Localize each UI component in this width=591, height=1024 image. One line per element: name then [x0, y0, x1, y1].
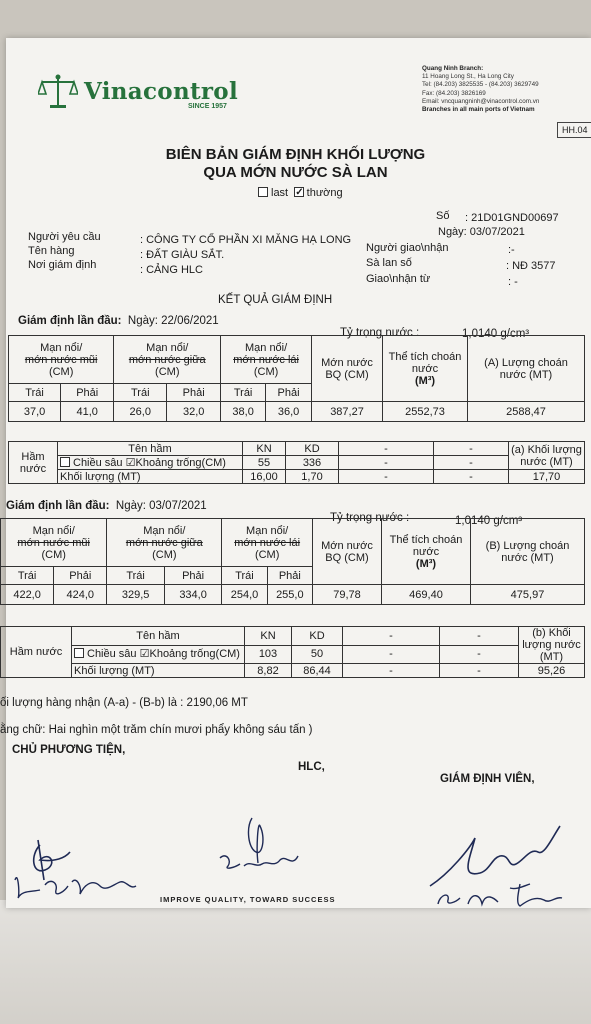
- survey2-density-label: Tỷ trọng nước :: [330, 512, 410, 524]
- goods-value: : ĐẤT GIÀU SẮT.: [140, 249, 225, 261]
- barge-value: : NĐ 3577: [506, 260, 556, 272]
- survey2-stern-header: Mạn nổi/ mớn nước lái (CM): [222, 519, 313, 567]
- survey2-label: Giám định lần đầu:: [6, 500, 110, 512]
- hold-name-header: Tên hầm: [58, 442, 243, 456]
- survey1-stern-left: 38,0: [221, 402, 266, 422]
- hlc-heading: HLC,: [298, 761, 325, 773]
- survey2-vol: 469,40: [382, 585, 471, 605]
- survey2-density-value: 1,0140 g/cm³: [455, 515, 523, 527]
- survey1-mid-right: 32,0: [167, 402, 221, 422]
- phai-label: Phải: [266, 384, 312, 402]
- survey1-mean-header: Mớn nước BQ (CM): [312, 336, 383, 402]
- survey2-bow-header: Mạn nổi/ mớn nước mũi (CM): [1, 519, 107, 567]
- place-value: : CẢNG HLC: [140, 264, 203, 276]
- survey1-stern-header: Mạn nổi/ mớn nước lái (CM): [221, 336, 312, 384]
- survey2-hold-result-label: (b) Khối lượng nước (MT): [519, 627, 585, 664]
- depth-checkbox: [60, 457, 70, 467]
- branch-note: Branches in all main ports of Vietnam: [422, 106, 535, 114]
- table-surface: [0, 900, 591, 1024]
- doc-title-line1: BIÊN BẢN GIÁM ĐỊNH KHỐI LƯỢNG: [165, 146, 426, 163]
- dash-cell: -: [440, 664, 519, 678]
- branch-title: Quang Ninh Branch:: [422, 65, 484, 72]
- dash-cell: -: [339, 470, 434, 484]
- phai-label: Phải: [167, 384, 221, 402]
- result-title: KẾT QUẢ GIÁM ĐỊNH: [218, 294, 333, 306]
- survey1-hold-result-label: (a) Khối lượng nước (MT): [509, 442, 585, 470]
- phai-label: Phải: [267, 567, 312, 585]
- from-label: Giao\nhận từ: [366, 273, 431, 285]
- kn-header: KN: [243, 442, 286, 456]
- survey1-kd-cm: 336: [286, 456, 339, 470]
- since-label: SINCE 1957: [188, 103, 227, 110]
- requester-value: : CÔNG TY CỔ PHẦN XI MĂNG HẠ LONG: [140, 234, 352, 246]
- doc-title-line2: QUA MỚN NƯỚC SÀ LAN: [203, 164, 388, 181]
- survey2-mid-header: Mạn nổi/ mớn nước giữa (CM): [107, 519, 222, 567]
- weight-label: Khối lượng (MT): [72, 664, 245, 678]
- inspector-heading: GIÁM ĐỊNH VIÊN,: [440, 773, 535, 785]
- trai-label: Trái: [221, 384, 266, 402]
- owner-heading: CHỦ PHƯƠNG TIỆN,: [12, 744, 126, 756]
- survey2-mean: 79,78: [313, 585, 382, 605]
- survey2-stern-left: 254,0: [222, 585, 267, 605]
- goods-label: Tên hàng: [28, 245, 75, 257]
- option-normal-label: thường: [306, 187, 343, 199]
- survey2-date: Ngày: 03/07/2021: [115, 500, 207, 512]
- so-label: Số: [436, 210, 450, 222]
- survey2-draft-table: [0, 518, 585, 605]
- doc-date: Ngày: 03/07/2021: [438, 226, 525, 238]
- survey1-draft-table: [8, 335, 585, 422]
- requester-label: Người yêu cầu: [28, 231, 101, 243]
- deliver-label: Người giao\nhận: [366, 242, 449, 254]
- branch-info: [422, 65, 539, 114]
- place-label: Nơi giám định: [28, 259, 97, 271]
- survey2-heading: [6, 500, 207, 512]
- survey1-vol: 2552,73: [383, 402, 468, 422]
- barge-label: Sà lan số: [366, 257, 412, 269]
- trai-label: Trái: [1, 567, 54, 585]
- depth-space-row: Chiều sâu ☑Khoảng trống(CM): [58, 456, 243, 470]
- dash-cell: -: [434, 456, 509, 470]
- survey1-density-label: Tỷ trọng nước :: [340, 327, 420, 339]
- checkmark-icon: ☑: [139, 648, 150, 661]
- survey1-hold-table: [8, 441, 585, 484]
- checkmark-icon: ☑: [125, 456, 136, 469]
- depth-space-row: Chiều sâu ☑Khoảng trống(CM): [72, 645, 245, 664]
- scales-logo-icon: [38, 72, 78, 110]
- phai-label: Phải: [61, 384, 114, 402]
- form-code: HH.04: [557, 122, 591, 138]
- survey1-bow-right: 41,0: [61, 402, 114, 422]
- trai-label: Trái: [9, 384, 61, 402]
- hlc-signature: [200, 808, 320, 883]
- survey1-hold-result: 17,70: [509, 470, 585, 484]
- owner-signature: [10, 820, 150, 910]
- survey1-stern-right: 36,0: [266, 402, 312, 422]
- dash-cell: -: [434, 442, 509, 456]
- survey1-mid-left: 26,0: [114, 402, 167, 422]
- hold-label: Hầm nước: [1, 627, 72, 678]
- survey2-kn-cm: 103: [245, 645, 292, 664]
- survey1-date: Ngày: 22/06/2021: [127, 315, 219, 327]
- total-words: ằng chữ: Hai nghìn một trăm chín mươi phẩy không sáu tấn ): [0, 724, 313, 736]
- branch-fax: Fax: (84.203) 3826169: [422, 89, 486, 97]
- survey2-vol-header: Thể tích choán nước (M³): [382, 519, 471, 585]
- survey2-mean-header: Mớn nước BQ (CM): [313, 519, 382, 585]
- survey2-disp: 475,97: [471, 585, 585, 605]
- dash-cell: -: [343, 645, 440, 664]
- hold-label: Hầm nước: [9, 442, 58, 484]
- trai-label: Trái: [107, 567, 164, 585]
- survey2-disp-header: (B) Lượng choán nước (MT): [471, 519, 585, 585]
- last-checkbox: [258, 187, 268, 197]
- phai-label: Phải: [164, 567, 221, 585]
- survey2-bow-left: 422,0: [1, 585, 54, 605]
- survey1-label: Giám định lần đầu:: [18, 315, 122, 327]
- survey2-hold-result: 95,26: [519, 664, 585, 678]
- survey1-density-value: 1,0140 g/cm³: [462, 328, 530, 340]
- kn-header: KN: [245, 627, 292, 646]
- survey2-kn-mt: 8,82: [245, 664, 292, 678]
- survey2-stern-right: 255,0: [267, 585, 312, 605]
- survey2-kd-mt: 86,44: [292, 664, 343, 678]
- branch-address: 11 Hoang Long St., Ha Long City: [422, 73, 514, 81]
- survey1-bow-left: 37,0: [9, 402, 61, 422]
- survey1-kn-mt: 16,00: [243, 470, 286, 484]
- survey2-kd-cm: 50: [292, 645, 343, 664]
- survey2-hold-table: [0, 626, 585, 678]
- option-last-label: last: [271, 187, 289, 199]
- trai-label: Trái: [222, 567, 267, 585]
- hold-name-header: Tên hầm: [72, 627, 245, 646]
- dash-cell: -: [440, 645, 519, 664]
- survey1-mid-header: Mạn nổi/ mớn nước giữa (CM): [114, 336, 221, 384]
- survey1-disp: 2588,47: [468, 402, 585, 422]
- kd-header: KD: [286, 442, 339, 456]
- dash-cell: -: [339, 456, 434, 470]
- brand-name: Vinacontrol: [84, 77, 238, 105]
- phai-label: Phải: [54, 567, 107, 585]
- trai-label: Trái: [114, 384, 167, 402]
- checkmark-icon: ✓: [295, 187, 304, 198]
- kd-header: KD: [292, 627, 343, 646]
- branch-email: Email: vncquangninh@vinacontrol.com.vn: [422, 97, 540, 105]
- branch-tel: Tel: (84.203) 3825535 - (84.203) 3629749: [422, 81, 539, 89]
- dash-cell: -: [440, 627, 519, 646]
- from-value: : -: [508, 276, 518, 288]
- dash-cell: -: [343, 627, 440, 646]
- dash-cell: -: [339, 442, 434, 456]
- survey1-disp-header: (A) Lượng choán nước (MT): [468, 336, 585, 402]
- deliver-value: :-: [508, 244, 515, 256]
- type-options: [258, 187, 343, 199]
- dash-cell: -: [434, 470, 509, 484]
- survey1-heading: [18, 315, 219, 327]
- survey1-kd-mt: 1,70: [286, 470, 339, 484]
- survey2-mid-right: 334,0: [164, 585, 221, 605]
- survey1-mean: 387,27: [312, 402, 383, 422]
- inspector-signature: [420, 818, 580, 913]
- total-weight: ối lượng hàng nhận (A-a) - (B-b) là : 2190,06 MT: [0, 697, 248, 709]
- survey2-mid-left: 329,5: [107, 585, 164, 605]
- footer-slogan: IMPROVE QUALITY, TOWARD SUCCESS: [160, 895, 336, 904]
- depth-checkbox: [74, 648, 84, 658]
- weight-label: Khối lượng (MT): [58, 470, 243, 484]
- so-value: : 21D01GND00697: [465, 212, 559, 224]
- survey1-vol-header: Thể tích choán nước (M³): [383, 336, 468, 402]
- survey1-bow-header: Mạn nổi/ mớn nước mũi (CM): [9, 336, 114, 384]
- dash-cell: -: [343, 664, 440, 678]
- survey1-kn-cm: 55: [243, 456, 286, 470]
- survey2-bow-right: 424,0: [54, 585, 107, 605]
